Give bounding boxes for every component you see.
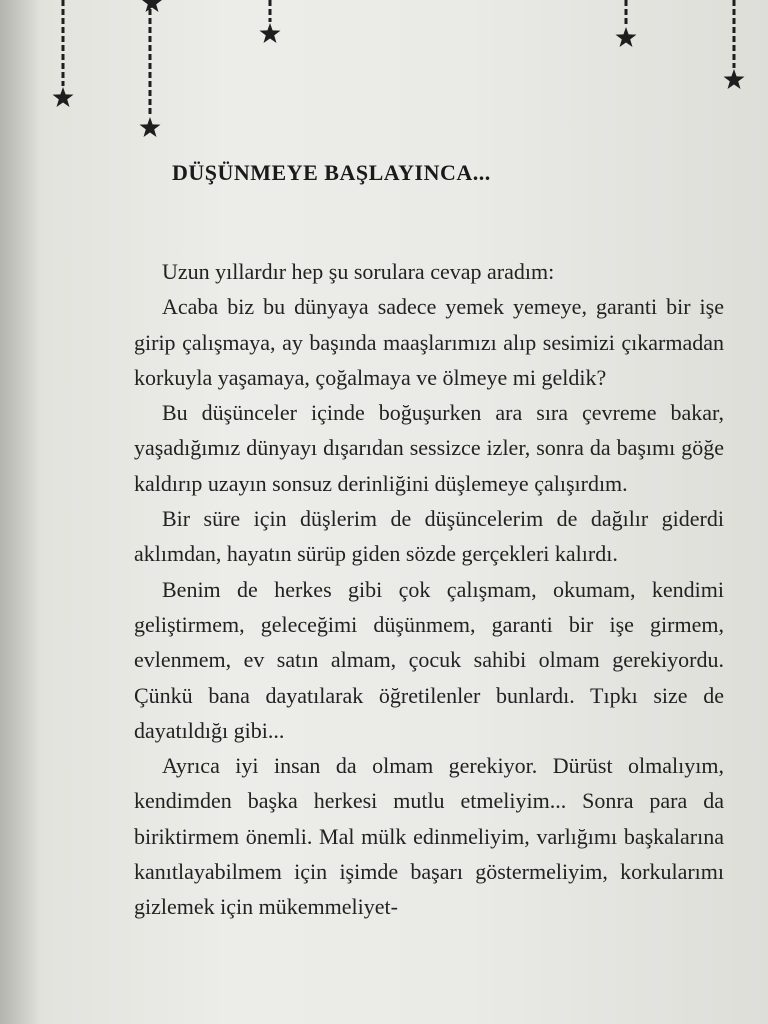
paragraph: Benim de herkes gibi çok çalışmam, okumam, kendimi geliştirmem, geleceğimi düşünmem, garanti bir işe girmem, evlenmem, ev satın almam, çocuk sahibi olmam gerekiyordu. Çünkü bana dayatılarak öğretilenler bunlardı. Tıpkı size de dayatıldığı gibi... xyxy=(134,576,724,743)
star-icon xyxy=(260,23,281,43)
star-icon xyxy=(142,0,163,12)
chapter-title: DÜŞÜNMEYE BAŞLAYINCA... xyxy=(172,160,491,185)
star-icon xyxy=(724,69,745,89)
paragraph: Uzun yıllardır hep şu sorulara cevap aradım: xyxy=(162,259,555,284)
hanging-stars-icon xyxy=(0,0,768,160)
body-text xyxy=(134,254,724,925)
star-icon xyxy=(53,87,74,107)
star-icon xyxy=(616,27,637,47)
star-icon xyxy=(140,117,161,137)
paragraph: Bir süre için düşlerim de düşüncelerim de dağılır giderdi aklımdan, hayatın sürüp giden sözde gerçekleri kalırdı. xyxy=(134,506,724,567)
paragraph: Ayrıca iyi insan da olmam gerekiyor. Dürüst olmalıyım, kendimden başka herkesi mutlu etmeliyim... Sonra para da biriktirmem önemli. Mal mülk edinmeliyim, varlığımı başkalarına kanıtlayabilmem için işimde başarı göstermeliyim, korkularımı gizlemek için mükemmeliyet- xyxy=(134,753,724,920)
paragraph: Bu düşünceler içinde boğuşurken ara sıra çevreme bakar, yaşadığımız dünyayı dışarıdan sessizce izler, sonra da başımı göğe kaldırıp uzayın sonsuz derinliğini düşlemeye çalışırdım. xyxy=(134,400,724,496)
paragraph: Acaba biz bu dünyaya sadece yemek yemeye, garanti bir işe girip çalışmaya, ay başında maaşlarımızı alıp sesimizi çıkarmadan korkuyla yaşamaya, çoğalmaya ve ölmeye mi geldik? xyxy=(134,294,724,390)
